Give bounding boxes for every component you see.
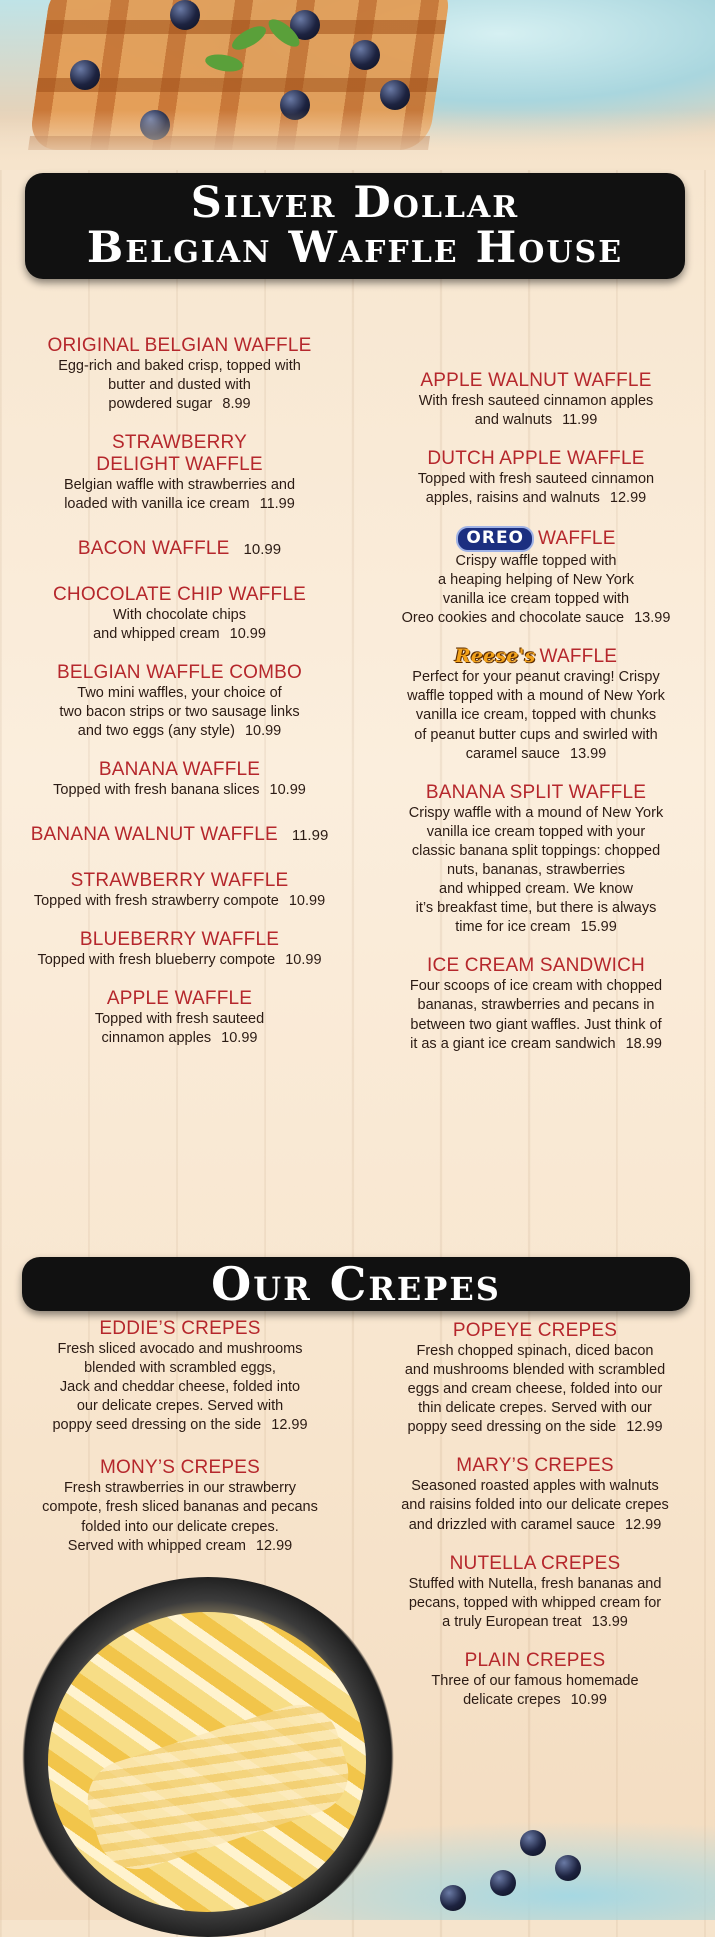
blueberry-image [70,60,100,90]
item-name: BANANA WAFFLE [98,759,261,781]
menu-item [12,432,347,514]
blueberry-image [440,1885,466,1911]
item-name: MARY’S CREPES [456,1455,614,1477]
item-description: Fresh strawberries in our strawberry compote, fresh sliced bananas and pecans folded into our delicate crepes. Served with whipped cream 12.99 [42,1480,318,1554]
blueberry-image [170,0,200,30]
item-price: 11.99 [259,496,295,513]
item-price: 12.99 [625,1516,662,1533]
item-description: Topped with fresh blueberry compote 10.99 [37,951,322,968]
item-description: Perfect for your peanut craving! Crispy waffle topped with a mound of New York vanilla ice cream, topped with chunks of peanut butter cups and swirled with caramel sauce 13.99 [407,669,665,762]
hero-waffle-photo [0,0,715,170]
menu-item [12,584,347,644]
item-name: STRAWBERRY DELIGHT WAFFLE [96,432,263,476]
menu-item [12,335,347,414]
menu-item [15,1318,345,1435]
restaurant-name-line2: Belgian Waffle House [86,223,624,273]
blueberry-image [555,1855,581,1881]
item-name: APPLE WAFFLE [106,988,253,1010]
menu-item [12,988,347,1048]
crepes-right-column [370,1320,700,1728]
item-name: EDDIE’S CREPES [99,1318,261,1339]
item-price: 12.99 [271,1417,308,1434]
item-description: Two mini waffles, your choice of two bacon strips or two sausage links and two eggs (any style) 10.99 [59,684,300,740]
blueberry-image [490,1870,516,1896]
item-price: 10.99 [285,951,322,968]
item-name: BANANA SPLIT WAFFLE [425,781,647,803]
blueberry-image [350,40,380,70]
menu-item [370,1455,700,1534]
menu-item [370,646,702,764]
item-description: Three of our famous homemade delicate crepes 10.99 [431,1672,639,1708]
item-description: Belgian waffle with strawberries and loaded with vanilla ice cream 11.99 [63,476,296,513]
item-price: 10.99 [229,625,266,642]
title-banner [25,173,685,279]
item-description: Topped with fresh strawberry compote 10.99 [33,892,326,909]
crepes-left-column [15,1318,345,1574]
hero-fade [0,110,715,170]
item-price: 12.99 [255,1537,293,1554]
item-price: 18.99 [625,1035,662,1052]
menu-item [12,824,347,846]
crepes-title: Our Crepes [211,1256,501,1311]
item-name: PLAIN CREPES [464,1649,606,1671]
item-name: STRAWBERRY WAFFLE [70,870,289,892]
item-name: CHOCOLATE CHIP WAFFLE [53,584,306,605]
item-name: APPLE WALNUT WAFFLE [420,370,652,391]
blueberry-image [380,80,410,110]
item-price: 12.99 [609,490,647,507]
item-name: ICE CREAM SANDWICH [427,955,645,977]
item-description: Four scoops of ice cream with chopped bananas, strawberries and pecans in between two giant waffles. Just think of it as a giant ice cream sandwich 18.99 [409,978,663,1052]
reeses-logo: Reese's [454,645,536,668]
item-price: 13.99 [634,610,671,627]
item-description: Seasoned roasted apples with walnuts and raisins folded into our delicate crepes and drizzled with caramel sauce 12.99 [401,1478,669,1533]
item-name: POPEYE CREPES [452,1320,618,1341]
item-name: BACON WAFFLE [77,538,230,560]
menu-item [12,929,347,970]
item-price: 10.99 [288,892,326,909]
item-price: 15.99 [580,919,617,936]
item-name: MONY’S CREPES [100,1457,260,1479]
item-name: WAFFLE [539,646,618,668]
waffles-right-column [370,370,702,1072]
item-description: Stuffed with Nutella, fresh bananas and pecans, topped with whipped cream for a truly European treat 13.99 [408,1575,662,1630]
crepe-fold-image [77,1695,358,1880]
menu-item [370,370,702,430]
menu-item [12,662,347,741]
menu-item [370,1320,700,1437]
item-name: BLUEBERRY WAFFLE [79,929,280,951]
crepe-photo [48,1612,366,1912]
menu-item [370,526,702,628]
menu-item [12,759,347,800]
item-price: 8.99 [222,396,251,413]
item-name: BELGIAN WAFFLE COMBO [56,662,303,684]
menu-item [370,782,702,938]
item-description: Crispy waffle topped with a heaping helping of New York vanilla ice cream topped with Oreo cookies and chocolate sauce 13.99 [401,552,671,627]
crepes-banner [22,1257,690,1311]
item-price: 10.99 [570,1691,607,1708]
item-description: Fresh chopped spinach, diced bacon and mushrooms blended with scrambled eggs and cream cheese, folded into our thin delicate crepes. Served with our poppy seed dressing on the side 12.99 [404,1342,666,1436]
item-description: With fresh sauteed cinnamon apples and walnuts 11.99 [418,392,654,428]
item-description: With chocolate chips and whipped cream 10.99 [93,606,266,642]
item-name: ORIGINAL BELGIAN WAFFLE [47,335,312,356]
menu-item [370,1553,700,1632]
item-price: 12.99 [626,1419,663,1436]
item-price: 10.99 [243,541,282,559]
item-name: BANANA WALNUT WAFFLE [30,824,278,846]
item-description: Topped with fresh sauteed cinnamon apples 10.99 [94,1010,265,1047]
menu-item [15,1457,345,1555]
item-price: 11.99 [562,411,598,428]
oreo-logo: OREO [456,526,534,552]
item-name: NUTELLA CREPES [449,1552,621,1574]
item-price: 10.99 [244,723,282,740]
item-price: 10.99 [221,1030,258,1047]
item-name: DUTCH APPLE WAFFLE [427,448,645,470]
item-description: Topped with fresh sauteed cinnamon apples, raisins and walnuts 12.99 [417,470,655,507]
menu-item [370,1650,700,1710]
menu-item [370,448,702,508]
item-description: Fresh sliced avocado and mushrooms blended with scrambled eggs, Jack and cheddar cheese, folded into our delicate crepes. Served with poppy seed dressing on the side 12.99 [52,1340,308,1434]
item-price: 10.99 [269,782,306,799]
item-description: Crispy waffle with a mound of New York vanilla ice cream topped with your classic banana split toppings: chopped nuts, bananas, strawberries and whipped cream. We know it’s breakfast time, but there is always time for ice cream 15.99 [408,804,664,936]
item-name-row [370,526,702,552]
item-description: Topped with fresh banana slices 10.99 [53,782,306,799]
blueberry-image [520,1830,546,1856]
restaurant-name-line1: Silver Dollar [190,177,520,228]
menu-item [370,955,702,1053]
menu-item [12,870,347,911]
item-description: Egg-rich and baked crisp, topped with butter and dusted with powdered sugar 8.99 [58,357,301,413]
item-name: WAFFLE [538,527,616,549]
item-price: 13.99 [591,1613,628,1630]
waffles-left-column [12,335,347,1066]
item-name-row [370,646,702,668]
item-price: 13.99 [570,745,607,762]
item-price: 11.99 [291,827,329,845]
menu-item [12,538,347,560]
